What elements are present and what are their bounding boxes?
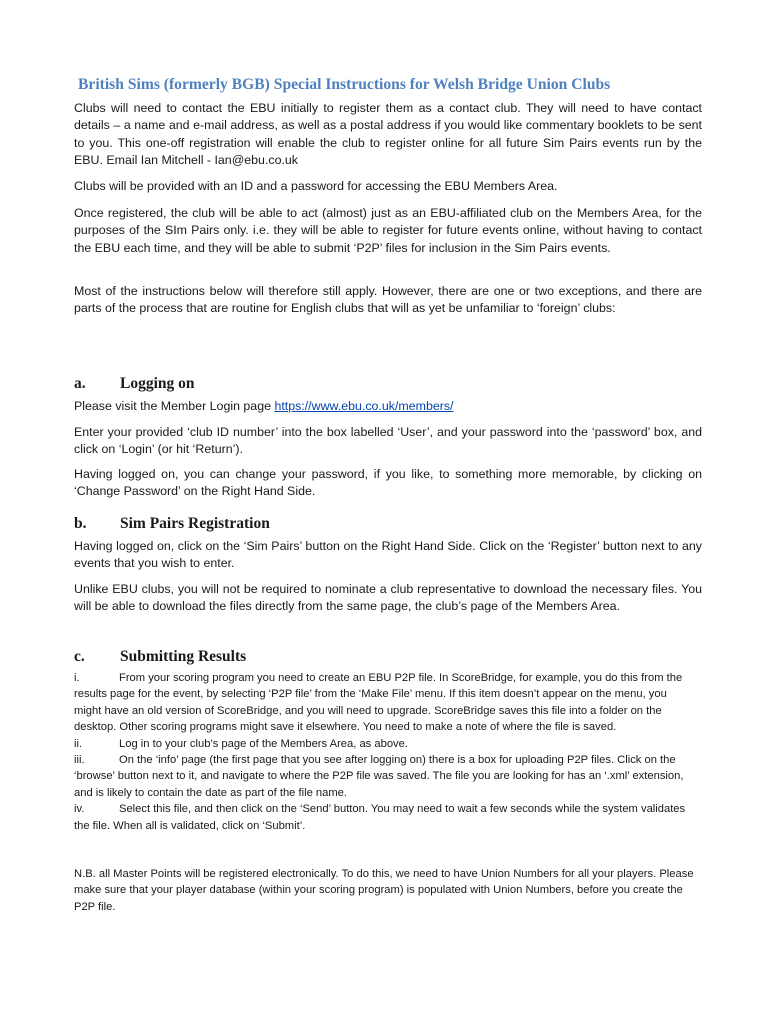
list-item-number: i. [74, 672, 80, 684]
section-b-title: Sim Pairs Registration [120, 515, 270, 532]
list-item-text: Select this file, and then click on the ‘Send’ button. You may need to wait a few seconds while the system validates the file. When all is validated, click on ‘Submit’. [74, 803, 686, 832]
list-item [74, 752, 696, 801]
section-c-letter: c. [74, 648, 85, 665]
list-item-text: Log in to your club’s page of the Members Area, as above. [119, 737, 408, 750]
section-b-heading [74, 515, 270, 533]
master-points-note: N.B. all Master Points will be registered electronically. To do this, we need to have Union Numbers for all your players. Please make sure that your player database (within your scoring program) is populated with Union Numbers, before you create the P2P file. [74, 868, 694, 913]
list-item-text: From your scoring program you need to create an EBU P2P file. In ScoreBridge, for example, you do this from the results page for the event, by selecting ‘P2P file’ from the ‘Make File’ menu. If this item doesn’t appear on the menu, you might have an old version of ScoreBridge, and you will need to upgrade. ScoreBridge saves this file into a folder on the desktop. Other scoring programs might save it elsewhere. You need to make a note of where the file is saved. [74, 672, 683, 734]
list-item-number: iv. [74, 803, 85, 816]
section-a-title: Logging on [120, 375, 195, 392]
section-a-login-page [74, 398, 702, 415]
section-c-steps [74, 670, 696, 834]
list-item-number: ii. [74, 737, 83, 750]
list-item [74, 736, 696, 752]
intro-paragraph-id-password: Clubs will be provided with an ID and a password for accessing the EBU Members Area. [74, 179, 558, 193]
section-a-heading [74, 375, 195, 393]
section-b-letter: b. [74, 515, 87, 532]
intro-paragraph-once-registered: Once registered, the club will be able to act (almost) just as an EBU-affiliated club on the Members Area, for the purposes of the SIm Pairs only. i.e. they will be able to register for future events online, without having to contact the EBU each time, and they will be able to submit ‘P2P’ files for inclusion in the Sim Pairs events. [74, 206, 702, 255]
list-item-number: iii. [74, 754, 85, 767]
section-a-change-password: Having logged on, you can change your password, if you like, to something more memorable, by clicking on ‘Change Password’ on the Right Hand Side. [74, 467, 702, 499]
section-c-title: Submitting Results [120, 648, 247, 665]
login-page-text: Please visit the Member Login page [74, 399, 275, 413]
section-b-download-files: Unlike EBU clubs, you will not be required to nominate a club representative to download the necessary files. You will be able to download the files directly from the same page, the club’s page of the Members Area. [74, 582, 702, 614]
section-a-letter: a. [74, 375, 86, 392]
intro-paragraph-registration: Clubs will need to contact the EBU initially to register them as a contact club. They will need to have contact details – a name and e-mail address, as well as a postal address if you would like commentary booklets to be sent to you. This one-off registration will enable the club to register online for all future Sim Pairs events run by the EBU. Email Ian Mitchell - Ian@ebu.co.uk [74, 101, 702, 168]
document-title: British Sims (formerly BGB) Special Instructions for Welsh Bridge Union Clubs [78, 76, 611, 93]
members-login-link[interactable]: https://www.ebu.co.uk/members/ [274, 399, 454, 413]
list-item [74, 801, 696, 834]
list-item [74, 670, 696, 736]
section-b-register: Having logged on, click on the ‘Sim Pairs’ button on the Right Hand Side. Click on the ‘Register’ button next to any events that you wish to enter. [74, 539, 702, 571]
section-a-enter-credentials: Enter your provided ‘club ID number’ into the box labelled ‘User’, and your password into the ‘password’ box, and click on ‘Login’ (or hit ‘Return’). [74, 425, 702, 457]
section-c-heading [74, 648, 246, 666]
list-item-text: On the ‘info’ page (the first page that you see after logging on) there is a box for uploading P2P files. Click on the ‘browse’ button next to it, and navigate to where the P2P file was saved. The file you are looking for has an ‘.xml’ extension, and is likely to contain the date as part of the file name. [74, 754, 684, 799]
intro-paragraph-exceptions: Most of the instructions below will therefore still apply. However, there are one or two exceptions, and there are parts of the process that are routine for English clubs that will as yet be unfamiliar to ‘foreign’ clubs: [74, 284, 702, 316]
